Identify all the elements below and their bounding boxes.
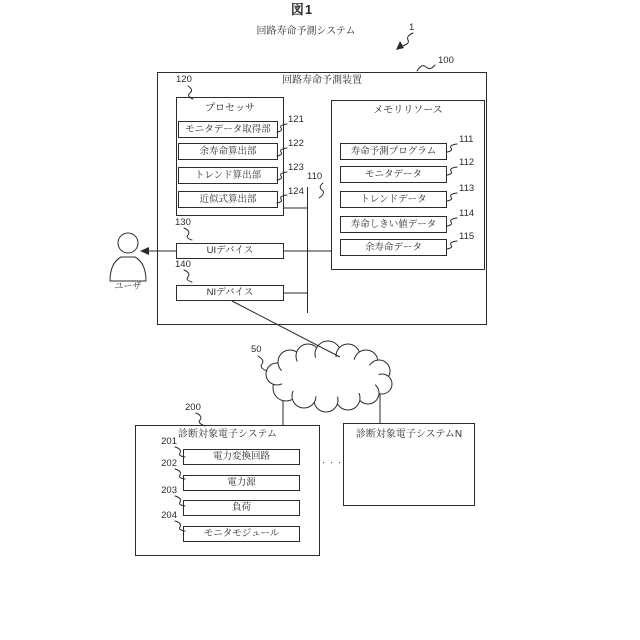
- memory-item-label: トレンドデータ: [360, 194, 427, 205]
- ref-label-121: 121: [288, 114, 304, 125]
- target-component-label: 電力変換回路: [212, 451, 270, 462]
- ref-label-124: 124: [288, 186, 304, 197]
- ni-device-label: NIデバイス: [206, 287, 254, 298]
- target-system-title: 診断対象電子システム: [178, 429, 277, 440]
- figure-subtitle: 回路寿命予測システム: [256, 26, 356, 37]
- systems-ellipsis: ・・・: [320, 460, 344, 467]
- memory-item-label: 余寿命データ: [364, 242, 422, 253]
- ref-label-112: 112: [459, 157, 475, 168]
- user-label: ユーザ: [114, 281, 142, 291]
- ref-label-202: 202: [161, 458, 177, 469]
- figure-title: 図1: [290, 2, 314, 17]
- ref-label-system: 1: [409, 22, 415, 33]
- ref-label-123: 123: [288, 162, 304, 173]
- ref-label-111: 111: [459, 134, 474, 145]
- ref-label-114: 114: [459, 208, 475, 219]
- ref-label-122: 122: [288, 138, 304, 149]
- ui-device-label: UIデバイス: [206, 245, 254, 256]
- processor-unit-label: 余寿命算出部: [199, 146, 257, 157]
- target-component-label: 負荷: [231, 502, 251, 513]
- ref-label-120: 120: [176, 74, 192, 85]
- processor-title: プロセッサ: [205, 103, 255, 114]
- ref-label-130: 130: [175, 217, 191, 228]
- ref-label-100: 100: [438, 55, 454, 66]
- ref-label-110: 110: [307, 171, 323, 182]
- processor-unit-label: 近似式算出部: [199, 194, 257, 205]
- device-title: 回路寿命予測装置: [282, 75, 362, 86]
- ref-label-115: 115: [459, 231, 475, 242]
- ref-label-203: 203: [161, 485, 177, 496]
- processor-unit-label: トレンド算出部: [194, 170, 262, 181]
- target-system-n-title: 診断対象電子システムN: [355, 429, 463, 440]
- target-component-label: モニタモジュール: [203, 528, 280, 539]
- ref-label-201: 201: [161, 436, 177, 447]
- ref-label-113: 113: [459, 183, 475, 194]
- processor-unit-label: モニタデータ取得部: [185, 124, 271, 135]
- ref-label-200: 200: [185, 402, 201, 413]
- memory-item-label: モニタデータ: [364, 169, 422, 180]
- target-component-label: 電力源: [227, 477, 256, 488]
- ref-label-140: 140: [175, 259, 191, 270]
- ref-label-50: 50: [251, 344, 262, 355]
- memory-item-label: 寿命しきい値データ: [350, 219, 437, 230]
- memory-item-label: 寿命予測プログラム: [350, 146, 437, 157]
- memory-title: メモリリソース: [373, 105, 443, 116]
- ref-label-204: 204: [161, 510, 177, 521]
